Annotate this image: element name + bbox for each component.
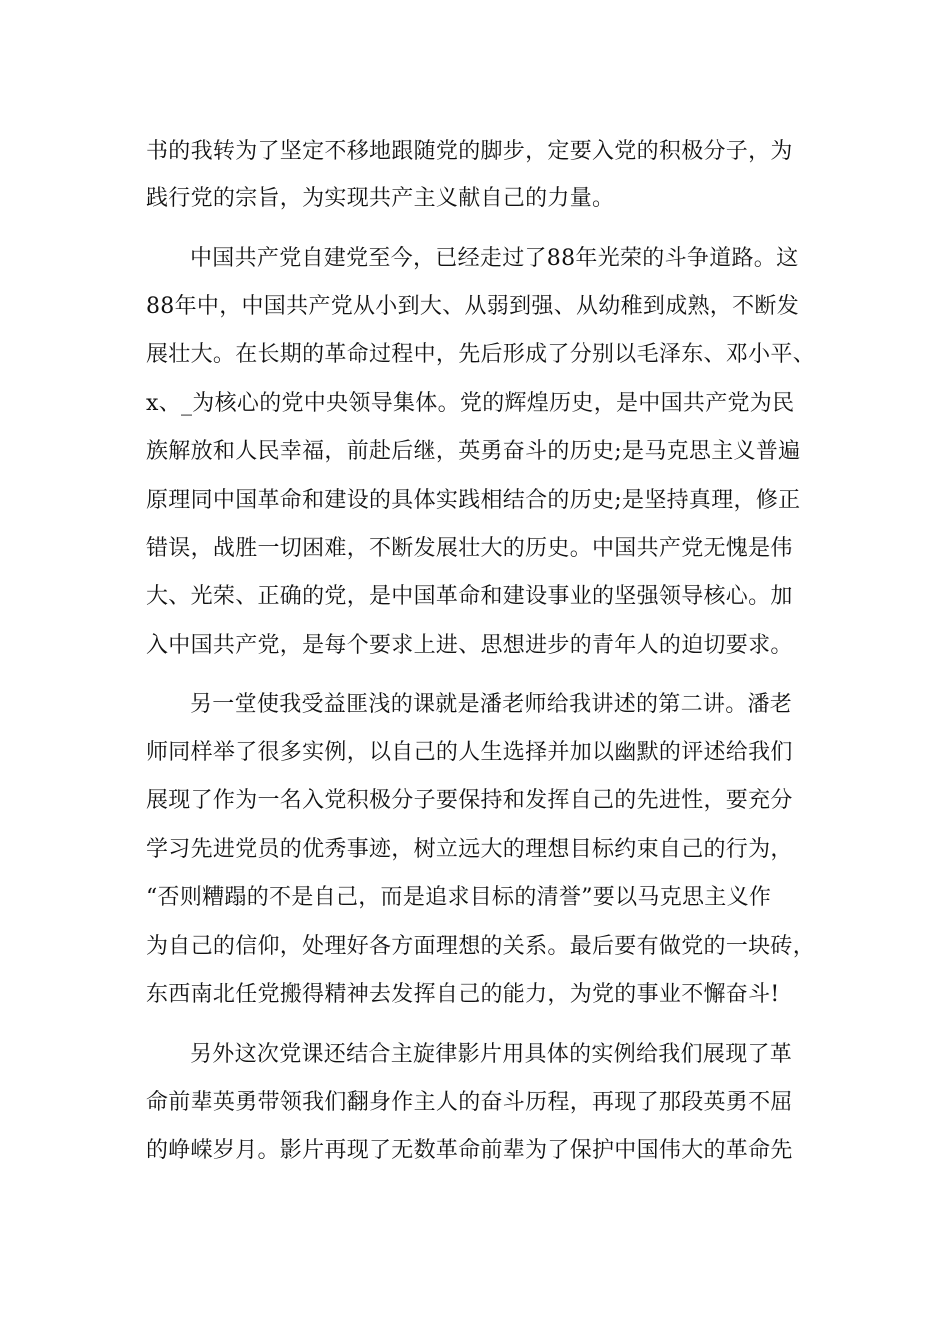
- paragraph-1-line-2: 践行党的宗旨，为实现共产主义献自己的力量。: [146, 186, 615, 211]
- paragraph-2-line-6: 原理同中国革命和建设的具体实践相结合的历史;是坚持真理，修正: [146, 488, 801, 513]
- paragraph-2-line-3: 展壮大。在长期的革命过程中，先后形成了分别以毛泽东、邓小平、: [146, 342, 816, 367]
- paragraph-3-line-3: 展现了作为一名入党积极分子要保持和发挥自己的先进性，要充分: [146, 788, 793, 813]
- paragraph-3-line-5: “否则糟蹋的不是自己，而是追求目标的清誉”要以马克思主义作: [146, 885, 772, 910]
- paragraph-3-line-1: 另一堂使我受益匪浅的课就是潘老师给我讲述的第二讲。潘老: [190, 692, 793, 717]
- paragraph-2-line-5: 族解放和人民幸福，前赴后继，英勇奋斗的历史;是马克思主义普遍: [146, 439, 801, 464]
- paragraph-2-line-4: x、_为核心的党中央领导集体。党的辉煌历史，是中国共产党为民: [146, 391, 795, 416]
- paragraph-2-line-2: 88年中，中国共产党从小到大、从弱到强、从幼稚到成熟，不断发: [146, 294, 799, 319]
- paragraph-2-line-8: 大、光荣、正确的党，是中国革命和建设事业的坚强领导核心。加: [146, 584, 793, 609]
- paragraph-3-line-7: 东西南北任党搬得精神去发挥自己的能力，为党的事业不懈奋斗!: [146, 982, 780, 1007]
- paragraph-2-line-1: 中国共产党自建党至今，已经走过了88年光荣的斗争道路。这: [190, 246, 799, 271]
- paragraph-1-line-1: 书的我转为了坚定不移地跟随党的脚步，定要入党的积极分子，为: [146, 139, 793, 164]
- paragraph-2-line-9: 入中国共产党，是每个要求上进、思想进步的青年人的迫切要求。: [146, 633, 793, 658]
- paragraph-3-line-4: 学习先进党员的优秀事迹，树立远大的理想目标约束自己的行为，: [146, 837, 793, 862]
- paragraph-3-line-6: 为自己的信仰，处理好各方面理想的关系。最后要有做党的一块砖，: [146, 934, 816, 959]
- paragraph-2-line-7: 错误，战胜一切困难，不断发展壮大的历史。中国共产党无愧是伟: [146, 536, 793, 561]
- paragraph-3-line-2: 师同样举了很多实例，以自己的人生选择并加以幽默的评述给我们: [146, 740, 793, 765]
- paragraph-4-line-1: 另外这次党课还结合主旋律影片用具体的实例给我们展现了革: [190, 1042, 793, 1067]
- paragraph-4-line-3: 的峥嵘岁月。影片再现了无数革命前辈为了保护中国伟大的革命先: [146, 1138, 793, 1163]
- paragraph-4-line-2: 命前辈英勇带领我们翻身作主人的奋斗历程，再现了那段英勇不屈: [146, 1090, 793, 1115]
